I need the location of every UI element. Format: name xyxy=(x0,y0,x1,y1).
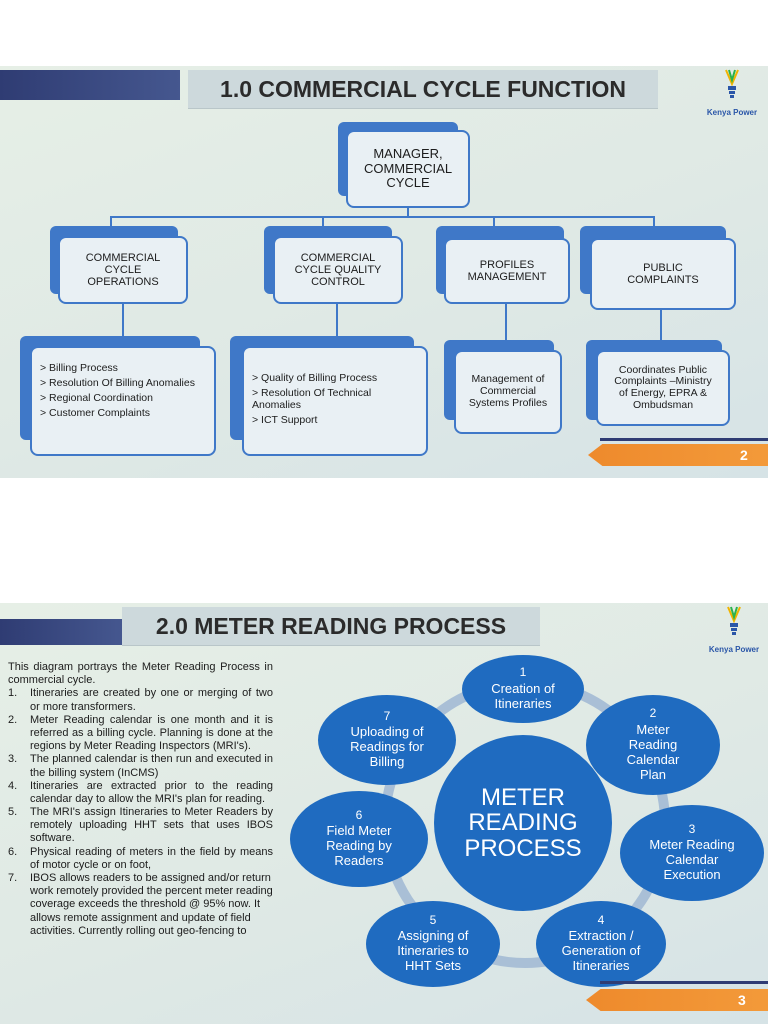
page-number: 3 xyxy=(738,992,746,1008)
connector xyxy=(110,216,655,218)
list-item: 3. The planned calendar is then run and executed in the billing system (InCMS) xyxy=(8,753,273,779)
kenya-power-logo xyxy=(702,68,762,117)
slide-title: 1.0 COMMERCIAL CYCLE FUNCTION xyxy=(188,70,658,109)
step-6-circle: 6 Field Meter Reading by Readers xyxy=(290,791,428,887)
list-item: 1. Itineraries are created by one or merging of two or more transformers. xyxy=(8,687,273,713)
title-accent-bar xyxy=(0,70,180,100)
title-accent-bar xyxy=(0,619,122,645)
list-item: 4. Itineraries are extracted prior to the reading calendar day to allow the MRI's plan for reading. xyxy=(8,779,273,805)
center-circle: METER READING PROCESS xyxy=(434,735,612,911)
slide-commercial-cycle xyxy=(0,66,768,478)
list-item: > Quality of Billing Process xyxy=(252,372,378,384)
slide-meter-reading xyxy=(0,603,768,1024)
list-item: 6. Physical reading of meters in the field by means of motor cycle or on foot, xyxy=(8,845,273,871)
dept-box-profiles: PROFILES MANAGEMENT xyxy=(444,238,570,304)
list-item: > Billing Process xyxy=(40,362,118,374)
dept-box-operations: COMMERCIAL CYCLE OPERATIONS xyxy=(58,236,188,304)
process-description xyxy=(8,661,273,938)
manager-box: MANAGER, COMMERCIAL CYCLE xyxy=(346,130,470,208)
logo-text: Kenya Power xyxy=(708,645,760,654)
list-item: > Customer Complaints xyxy=(40,407,150,420)
list-item: > ICT Support xyxy=(252,414,318,427)
step-3-circle: 3 Meter Reading Calendar Execution xyxy=(620,805,764,901)
detail-list-quality xyxy=(242,346,428,456)
detail-complaints: Coordinates Public Complaints –Ministry of Energy, EPRA & Ombudsman xyxy=(596,350,730,426)
connector xyxy=(122,304,124,336)
list-item: 5. The MRI's assign Itineraries to Meter Readers by remotely uploading HHT sets that uses IBOS software. xyxy=(8,806,273,845)
step-5-circle: 5 Assigning of Itineraries to HHT Sets xyxy=(366,901,500,987)
list-item: > Resolution Of Billing Anomalies xyxy=(40,377,195,390)
connector xyxy=(505,304,507,340)
slide-title: 2.0 METER READING PROCESS xyxy=(122,607,540,646)
list-item: > Regional Coordination xyxy=(40,392,153,405)
dept-box-quality: COMMERCIAL CYCLE QUALITY CONTROL xyxy=(273,236,403,304)
detail-profiles: Management of Commercial Systems Profiles xyxy=(454,350,562,434)
list-item: > Resolution Of Technical Anomalies xyxy=(252,387,372,412)
list-item: 2. Meter Reading calendar is one month and it is referred as a billing cycle. Planning is done at the regions by Meter Reading Inspectors (MRI's). xyxy=(8,713,273,753)
step-2-circle: 2 Meter Reading Calendar Plan xyxy=(586,695,720,795)
detail-list-operations xyxy=(30,346,216,456)
page-number: 2 xyxy=(740,447,748,463)
connector xyxy=(336,304,338,336)
bulb-logo-icon xyxy=(722,68,742,102)
step-7-circle: 7 Uploading of Readings for Billing xyxy=(318,695,456,785)
intro-text: This diagram portrays the Meter Reading Process in commercial cycle. xyxy=(8,661,273,687)
footer-line xyxy=(600,438,768,441)
connector xyxy=(660,310,662,340)
logo-text: Kenya Power xyxy=(706,108,758,117)
bulb-logo-icon xyxy=(724,605,744,639)
footer-line xyxy=(600,981,768,984)
step-1-circle: 1 Creation of Itineraries xyxy=(462,655,584,723)
list-item: 7. IBOS allows readers to be assigned and/or return work remotely provided the percent meter reading coverage exceeds the threshold @ 95% now. It allows remote assignment and update of field activities. Currently rolling out geo-fencing to xyxy=(8,872,273,937)
dept-box-complaints: PUBLIC COMPLAINTS xyxy=(590,238,736,310)
step-4-circle: 4 Extraction / Generation of Itineraries xyxy=(536,901,666,987)
